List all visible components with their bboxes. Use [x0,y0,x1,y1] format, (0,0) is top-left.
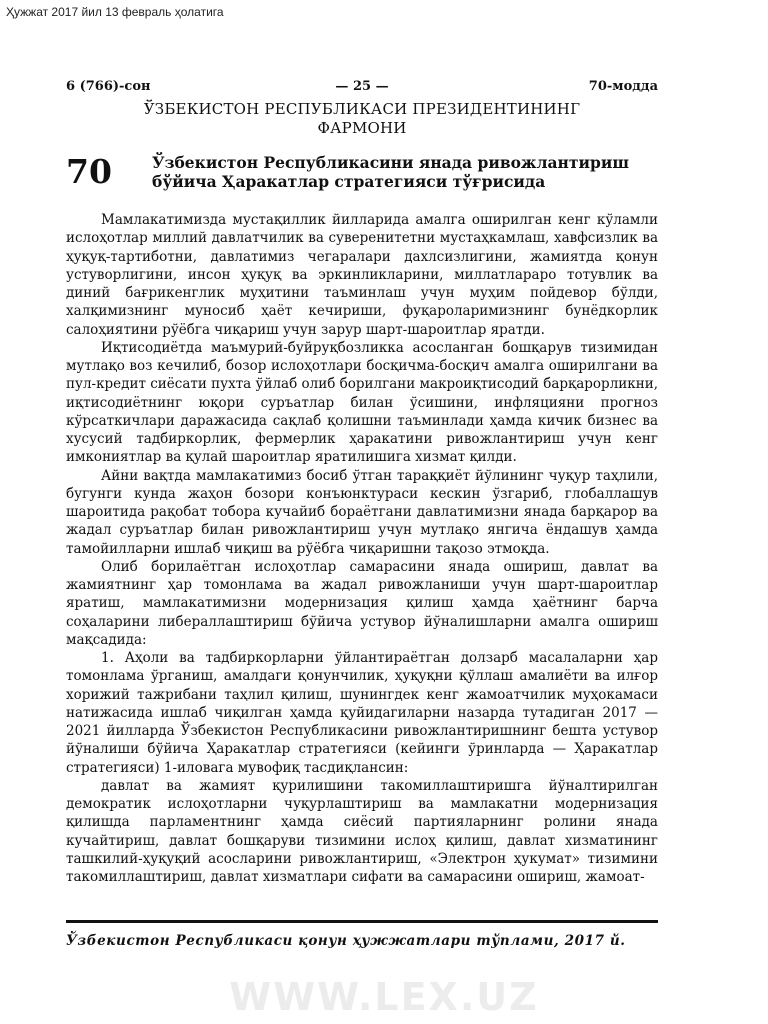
running-header [66,79,658,97]
decree-title [66,100,658,138]
footer-divider [66,920,658,923]
page-number: — 25 — [335,79,389,94]
article-title [152,153,662,191]
footer-publication: Ўзбекистон Республикаси қонун ҳужжатлари тўплами, 2017 й. [66,933,626,949]
body-paragraph: Иқтисодиётда маъмурий-буйруқбозликка асосланган бошқарув тизимидан мутлақо воз кечилиб, бозор ислоҳотлари босқичма-босқич амалга оширилгани ва пул-кредит сиёсати пухта ўйлаб олиб борилгани макроиқтисодий барқарорликни, иқтисодиётнинг юқори суръатлар билан ўсишини, инфляцияни прогноз кўрсаткичлари даражасида сақлаб қолишни таъминлади ҳамда кичик бизнес ва хусусий тадбиркорлик, фермерлик ҳаракатини ривожлантириш учун кенг имкониятлар ва қулай шароитлар яратилишига хизмат қилди. [66,339,658,466]
article-title-line-2: бўйича Ҳаракатлар стратегияси тўғрисида [152,172,546,191]
article-body [66,211,658,886]
body-paragraph: 1. Аҳоли ва тадбиркорларни ўйлантираётган долзарб масалаларни ҳар томонлама ўрганиш, амалдаги қонунчилик, ҳуқуқни қўллаш амалиёти ва илғор хорижий тажрибани таҳлил қилиш, шунингдек кенг жамоатчилик муҳокамаси натижасида ишлаб чиқилган ҳамда қуйидагиларни назарда тутадиган 2017 — 2021 йилларда Ўзбекистон Республикасини ривожлантиришнинг бешта устувор йўналиши бўйича Ҳаракатлар стратегияси (кейинги ўринларда — Ҳаракатлар стратегияси) 1-иловага мувофиқ тасдиқлансин: [66,650,658,776]
body-paragraph: Айни вақтда мамлакатимиз босиб ўтган тараққиёт йўлининг чуқур таҳлили, бугунги кунда жаҳон бозори конъюнктураси кескин ўзгариб, глобаллашув шароитида рақобат тобора кучайиб бораётгани давлатимизни янада барқарор ва жадал суръатлар билан ривожлантириш учун мутлақо янгича ёндашув ҳамда тамойилларни ишлаб чиқиш ва рўёбга чиқаришни тақозо этмоқда. [66,467,658,557]
article-reference: 70-модда [588,79,658,94]
body-paragraph: давлат ва жамият қурилишини такомиллаштиришга йўналтирилган демократик ислоҳотларни чуқурлаштириш ва мамлакатни модернизация қилишда парламентнинг ҳамда сиёсий партияларнинг ролини янада кучайтириш, давлат бошқаруви тизимини ислоҳ қилиш, давлат хизматининг ташкилий-ҳуқуқий асосларини ривожлантириш, «Электрон ҳукумат» тизимини такомиллаштириш, давлат хизматлари сифати ва самарасини ошириш, жамоат- [66,777,658,885]
watermark: WWW.LEX.UZ [229,975,539,1019]
body-paragraph: Олиб борилаётган ислоҳотлар самарасини янада ошириш, давлат ва жамиятнинг ҳар томонлама ва жадал ривожланиши учун шарт-шароитлар яратиш, мамлакатимизни модернизация қилиш ҳамда ҳаётнинг барча соҳаларини либераллаштириш бўйича устувор йўналишларни амалга ошириш мақсадида: [66,558,658,648]
article-number: 70 [66,152,112,191]
body-paragraph: Мамлакатимизда мустақиллик йилларида амалга оширилган кенг кўламли ислоҳотлар миллий давлатчилик ва суверенитетни мустаҳкамлаш, хавфсизлик ва ҳуқуқ-тартиботни, давлатимиз чегаралари дахлсизлигини, жамиятда қонун устуворлигини, инсон ҳуқуқ ва эркинликларини, миллатлараро тотувлик ва диний бағрикенглик муҳитини таъминлаш учун муҳим пойдевор бўлди, халқимизнинг муносиб ҳаёт кечириши, фуқароларимизнинг бунёдкорлик салоҳиятини рўёбга чиқариш учун зарур шарт-шароитлар яратди. [66,212,658,338]
issue-number: 6 (766)-сон [66,79,151,94]
article-title-line-1: Ўзбекистон Республикасини янада ривожлантириш [152,153,629,172]
decree-title-line-2: ФАРМОНИ [317,119,407,137]
status-bar-text: Ҳужжат 2017 йил 13 февраль ҳолатига [6,5,224,19]
decree-title-line-1: ЎЗБЕКИСТОН РЕСПУБЛИКАСИ ПРЕЗИДЕНТИНИНГ [143,100,581,118]
